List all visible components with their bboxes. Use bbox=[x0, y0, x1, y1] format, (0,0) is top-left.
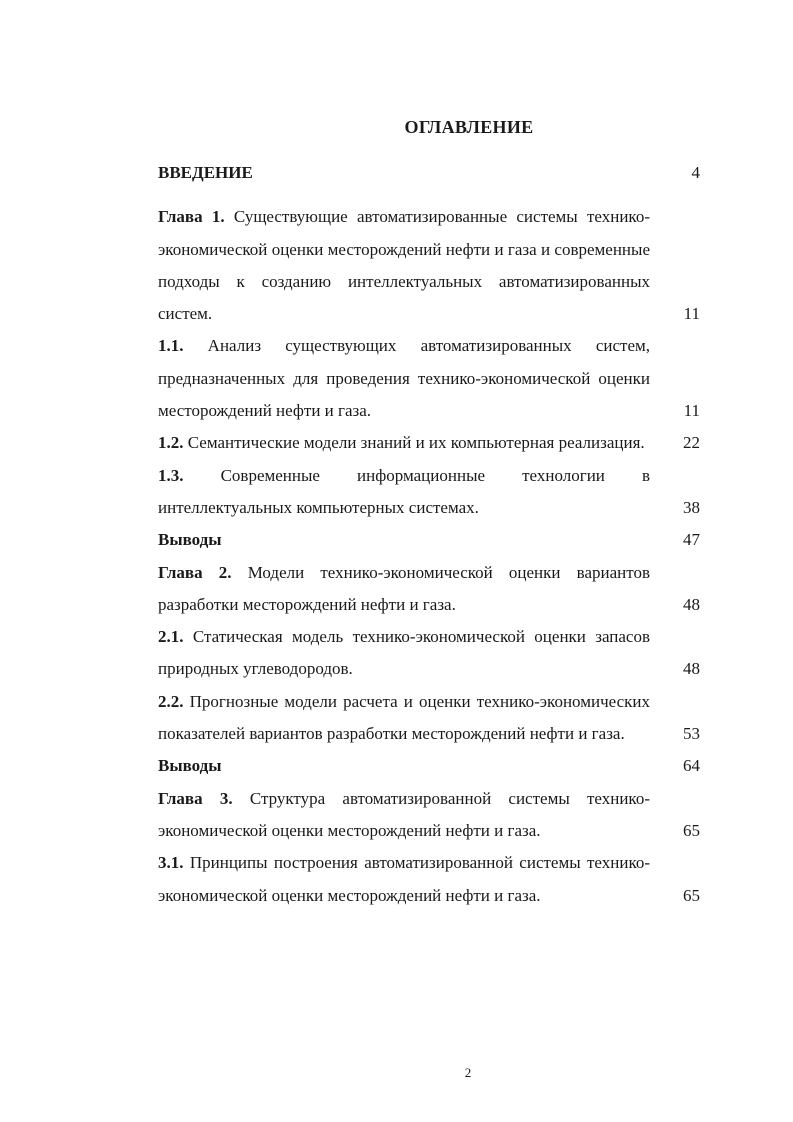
entry-label: 1.1. bbox=[158, 336, 184, 356]
entry-text: Существующие автоматизированные системы технико-экономической оценки месторождений нефти и газа и современные подходы к созданию интеллектуальных автоматизированных систем. bbox=[158, 207, 650, 324]
entry-label: ВВЕДЕНИЕ bbox=[158, 163, 253, 182]
entry-page-number: 65 bbox=[683, 885, 700, 905]
entry-label: 2.1. bbox=[158, 627, 184, 647]
entry-page-number: 4 bbox=[691, 163, 700, 182]
page-title: ОГЛАВЛЕНИЕ bbox=[404, 117, 534, 137]
entry-label: Глава 1. bbox=[158, 207, 225, 227]
toc-entry-section-1-2[interactable] bbox=[158, 427, 700, 459]
toc-entry-conclusions-1[interactable] bbox=[158, 524, 700, 556]
entry-page-number: 11 bbox=[683, 401, 700, 421]
entry-label: 3.1. bbox=[158, 853, 184, 873]
entry-label: 1.3. bbox=[158, 465, 184, 485]
entry-text: Прогнозные модели расчета и оценки технико-экономических показателей вариантов разработки месторождений нефти и газа. bbox=[158, 691, 650, 744]
entry-page-number: 64 bbox=[683, 756, 700, 776]
entry-text: Принципы построения автоматизированной системы технико-экономической оценки месторождений нефти и газа. bbox=[158, 853, 650, 905]
table-of-contents bbox=[158, 157, 700, 912]
entry-text: Современные информационные технологии в интеллектуальных компьютерных системах. bbox=[158, 465, 650, 517]
entry-page-number: 22 bbox=[683, 433, 700, 453]
toc-entry-chapter-2[interactable] bbox=[158, 557, 700, 622]
entry-label: Глава 2. bbox=[158, 562, 232, 582]
entry-text: Статическая модель технико-экономической оценки запасов природных углеводородов. bbox=[158, 627, 650, 679]
entry-page-number: 47 bbox=[683, 530, 700, 550]
toc-entry-chapter-1[interactable] bbox=[158, 201, 700, 330]
toc-entry-chapter-3[interactable] bbox=[158, 783, 700, 848]
toc-entry-section-3-1[interactable] bbox=[158, 847, 700, 912]
entry-page-number: 38 bbox=[683, 497, 700, 517]
toc-entry-introduction[interactable] bbox=[158, 157, 700, 189]
entry-text: Структура автоматизированной системы технико-экономической оценки месторождений нефти и газа. bbox=[158, 788, 650, 840]
toc-entry-section-2-1[interactable] bbox=[158, 621, 700, 686]
toc-entry-section-1-1[interactable] bbox=[158, 330, 700, 427]
entry-page-number: 53 bbox=[683, 724, 700, 744]
entry-label: Выводы bbox=[158, 756, 222, 776]
entry-text: Анализ существующих автоматизированных систем, предназначенных для проведения технико-экономической оценки месторождений нефти и газа. bbox=[158, 336, 650, 421]
footer-page-number: 2 bbox=[464, 1065, 472, 1080]
toc-entry-section-2-2[interactable] bbox=[158, 686, 700, 751]
entry-text: Модели технико-экономической оценки вариантов разработки месторождений нефти и газа. bbox=[158, 562, 651, 614]
entry-label: 2.2. bbox=[158, 691, 184, 711]
toc-entry-section-1-3[interactable] bbox=[158, 460, 700, 525]
toc-entry-conclusions-2[interactable] bbox=[158, 750, 700, 782]
entry-page-number: 11 bbox=[683, 304, 700, 324]
entry-label: 1.2. bbox=[158, 433, 184, 453]
entry-label: Глава 3. bbox=[158, 788, 233, 808]
entry-page-number: 65 bbox=[683, 820, 700, 840]
entry-page-number: 48 bbox=[683, 659, 700, 679]
entry-page-number: 48 bbox=[683, 594, 700, 614]
entry-text: Семантические модели знаний и их компьютерная реализация. bbox=[183, 433, 645, 453]
entry-label: Выводы bbox=[158, 530, 222, 550]
